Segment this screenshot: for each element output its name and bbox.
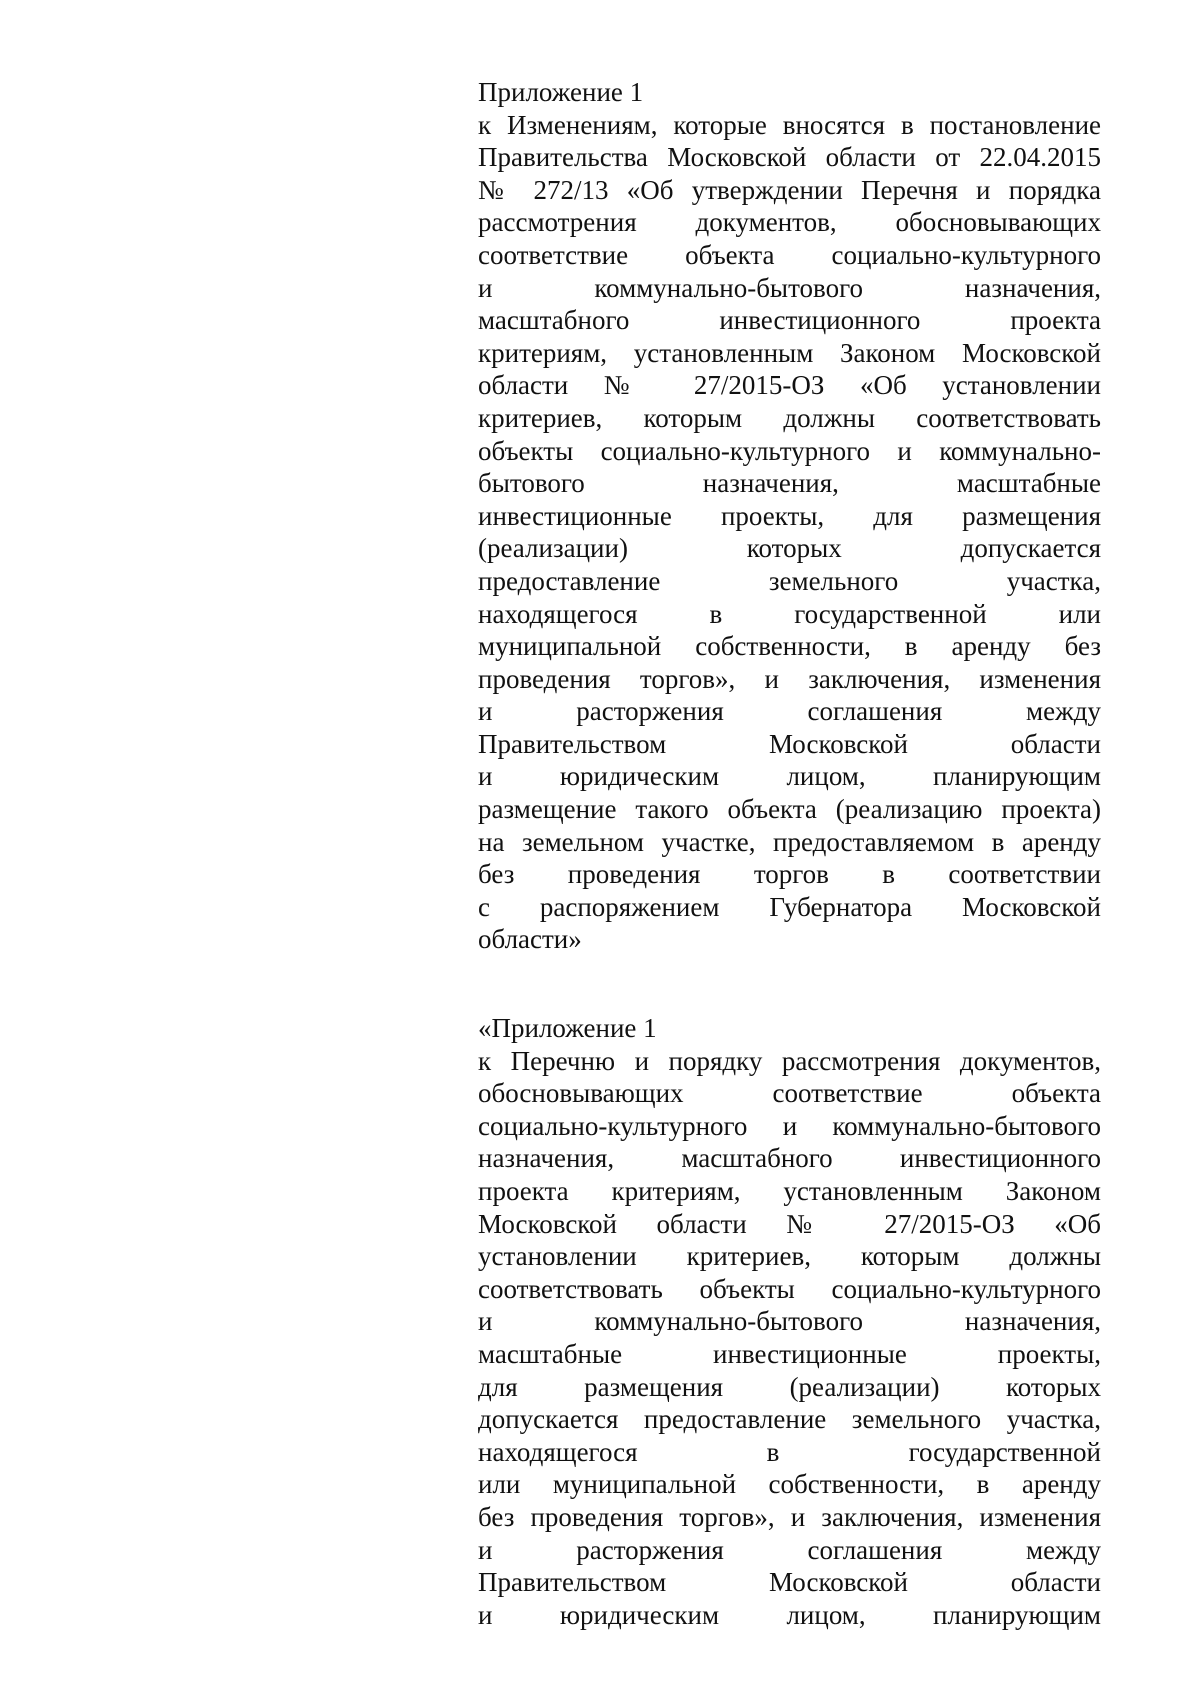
text-line: инвестиционные проекты, для размещения <box>478 500 1101 531</box>
text-line: Правительством Московской области <box>478 728 1101 759</box>
text-line: № 272/13 «Об утверждении Перечня и порядка <box>478 174 1101 205</box>
text-line: и юридическим лицом, планирующим <box>478 1599 1101 1630</box>
text-line: на земельном участке, предоставляемом в аренду <box>478 826 1101 857</box>
text-line: и расторжения соглашения между <box>478 696 1101 727</box>
text-line: без проведения торгов в соответствии <box>478 859 1101 890</box>
text-line: и юридическим лицом, планирующим <box>478 761 1101 792</box>
text-line: к Изменениям, которые вносятся в постановление <box>478 109 1101 140</box>
text-line: к Перечню и порядку рассмотрения документов, <box>478 1045 1101 1076</box>
text-line: (реализации) которых допускается <box>478 533 1101 564</box>
text-line: социально-культурного и коммунально-бытового <box>478 1110 1101 1141</box>
text-line: или муниципальной собственности, в аренду <box>478 1469 1101 1500</box>
text-line: Правительством Московской области <box>478 1567 1101 1598</box>
text-line: установлении критериев, которым должны <box>478 1241 1101 1272</box>
text-line: критериев, которым должны соответствовать <box>478 402 1101 433</box>
text-line: для размещения (реализации) которых <box>478 1371 1101 1402</box>
text-line: масштабные инвестиционные проекты, <box>478 1338 1101 1369</box>
text-line: допускается предоставление земельного участка, <box>478 1404 1101 1435</box>
text-line: предоставление земельного участка, <box>478 565 1101 596</box>
text-line: муниципальной собственности, в аренду без <box>478 631 1101 662</box>
text-line: бытового назначения, масштабные <box>478 468 1101 499</box>
text-line: рассмотрения документов, обосновывающих <box>478 207 1101 238</box>
text-line: объекты социально-культурного и коммунально- <box>478 435 1101 466</box>
text-line: находящегося в государственной <box>478 1436 1101 1467</box>
text-line: с распоряжением Губернатора Московской <box>478 891 1101 922</box>
text-line: соответствие объекта социально-культурного <box>478 239 1101 270</box>
text-line: и коммунально-бытового назначения, <box>478 272 1101 303</box>
text-line: обосновывающих соответствие объекта <box>478 1078 1101 1109</box>
text-line: соответствовать объекты социально-культурного <box>478 1273 1101 1304</box>
text-line: проведения торгов», и заключения, изменения <box>478 663 1101 694</box>
text-line: области» <box>478 924 582 955</box>
text-line: без проведения торгов», и заключения, изменения <box>478 1501 1101 1532</box>
text-line: масштабного инвестиционного проекта <box>478 305 1101 336</box>
text-line: Правительства Московской области от 22.04.2015 <box>478 142 1101 173</box>
appendix-title: Приложение 1 <box>478 77 644 107</box>
text-line: критериям, установленным Законом Московской <box>478 337 1101 368</box>
text-line: назначения, масштабного инвестиционного <box>478 1143 1101 1174</box>
text-line: размещение такого объекта (реализацию проекта) <box>478 794 1101 825</box>
text-line: Московской области № 27/2015-ОЗ «Об <box>478 1208 1101 1239</box>
appendix-title: «Приложение 1 <box>478 1013 657 1043</box>
text-line: находящегося в государственной или <box>478 598 1101 629</box>
appendix-header-current <box>478 76 1101 956</box>
text-line: области № 27/2015-ОЗ «Об установлении <box>478 370 1101 401</box>
appendix-header-new <box>478 1012 1101 1631</box>
text-line: и расторжения соглашения между <box>478 1534 1101 1565</box>
text-line: и коммунально-бытового назначения, <box>478 1306 1101 1337</box>
text-line: проекта критериям, установленным Законом <box>478 1175 1101 1206</box>
